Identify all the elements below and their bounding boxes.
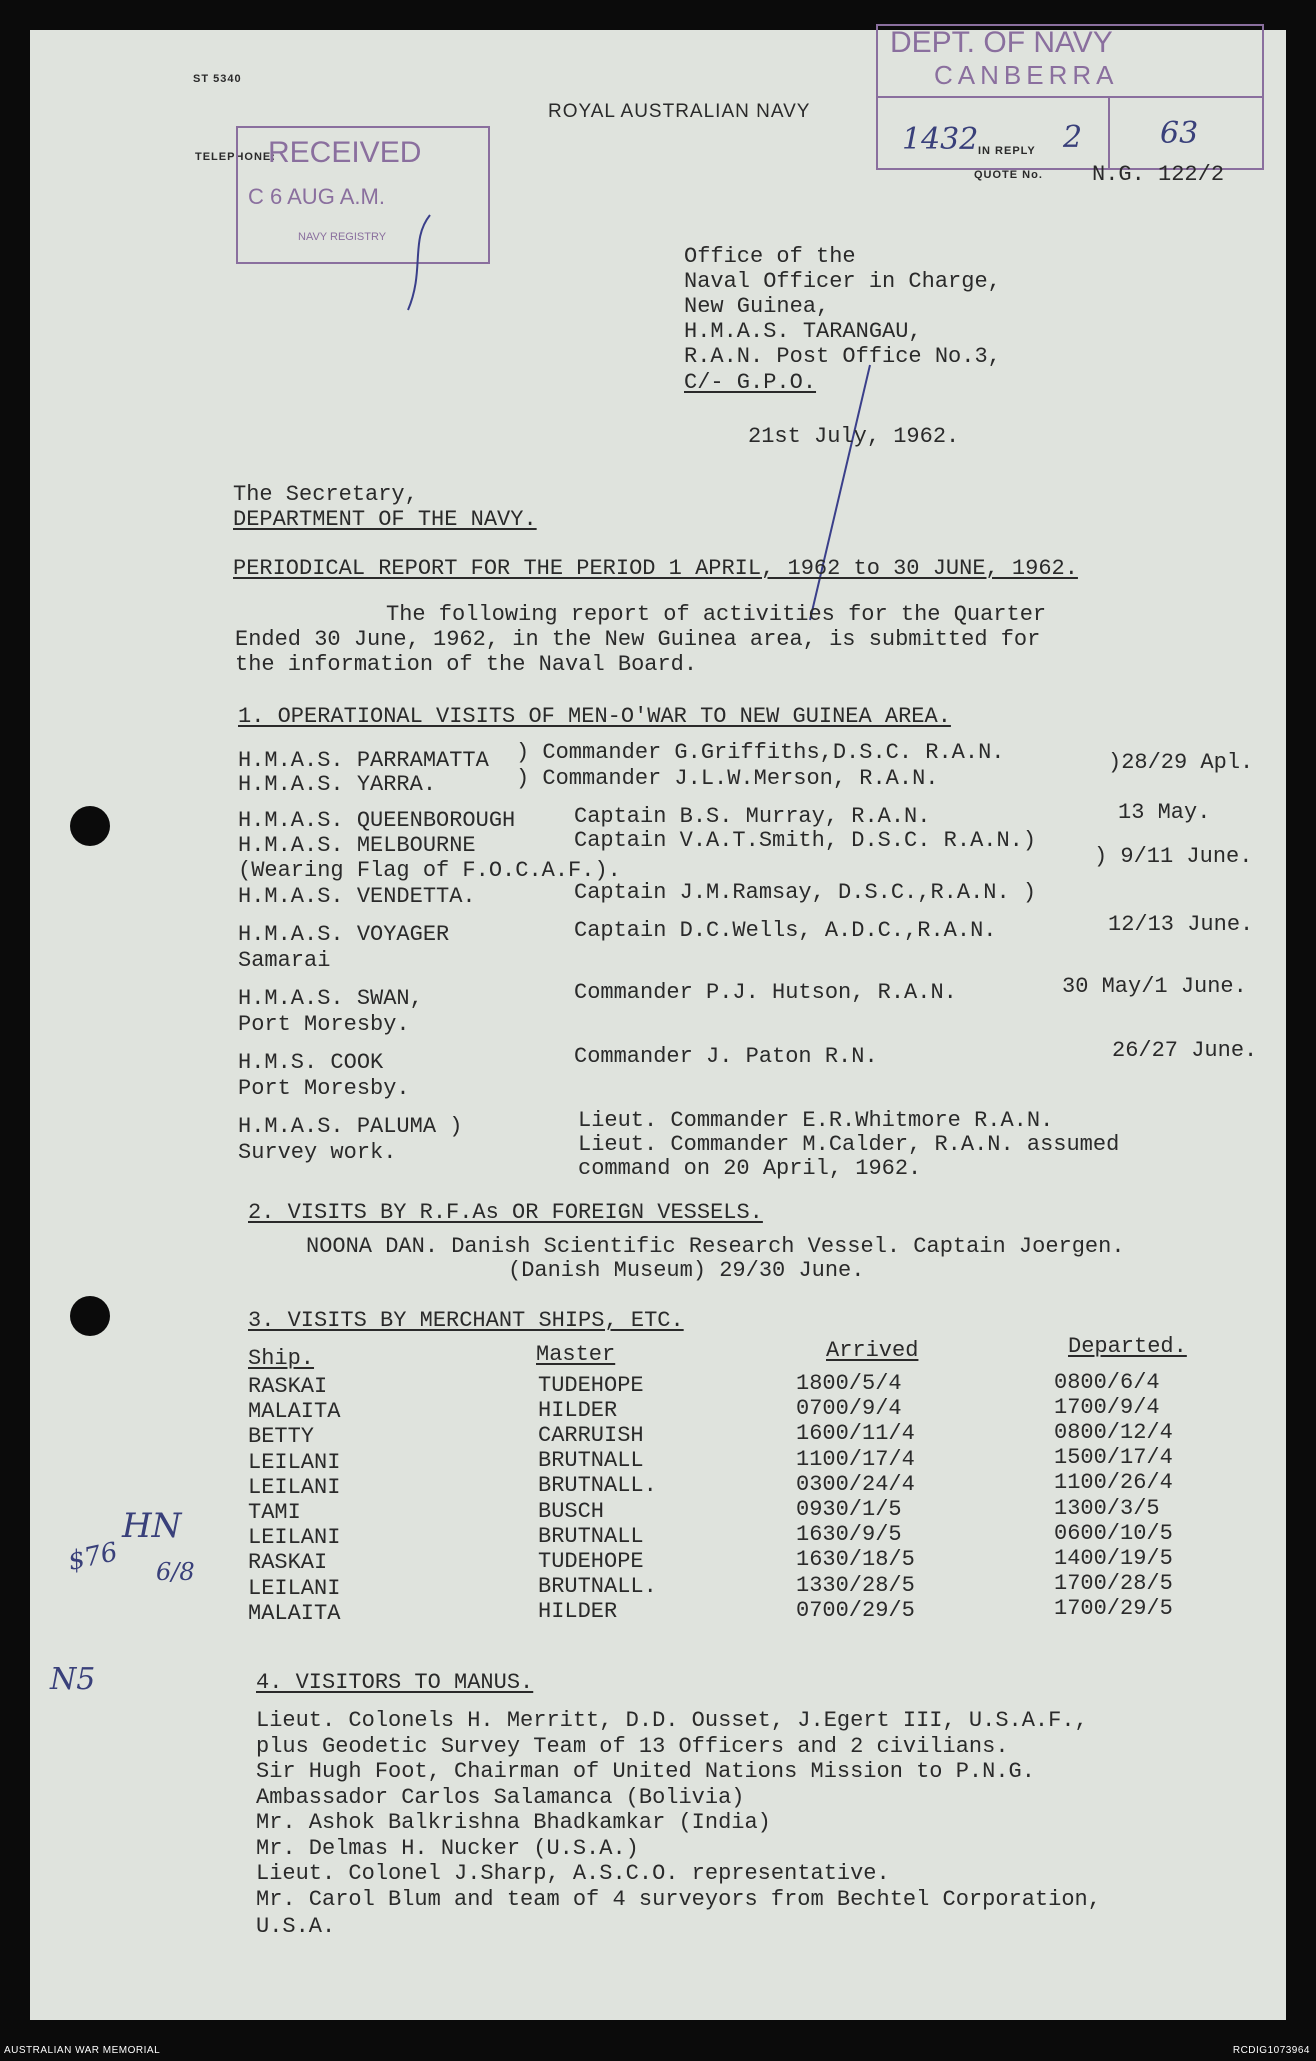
master-cell: BRUTNALL — [538, 1523, 644, 1549]
ship-cell: LEILANI — [248, 1449, 341, 1475]
arrived-cell: 1800/5/4 — [796, 1371, 902, 1396]
ship-cell: MALAITA — [248, 1399, 341, 1425]
arrived-cell: 0930/1/5 — [796, 1497, 902, 1522]
ship-name: Port Moresby. — [238, 1012, 410, 1037]
margin-note: HN — [122, 1506, 182, 1546]
dept-stamp-line2: CANBERRA — [934, 60, 1119, 90]
address-line: New Guinea, — [684, 294, 830, 319]
dept-stamp-line1: DEPT. OF NAVY — [890, 26, 1113, 59]
officer-name: Commander J. Paton R.N. — [574, 1044, 878, 1069]
pen-stroke — [800, 360, 880, 630]
address-line: Naval Officer in Charge, — [684, 269, 1001, 294]
subject-line: PERIODICAL REPORT FOR THE PERIOD 1 APRIL, 1962 to 30 JUNE, 1962. — [233, 556, 1078, 581]
master-cell: HILDER — [538, 1599, 618, 1625]
officer-name: Commander P.J. Hutson, R.A.N. — [574, 980, 957, 1005]
footer-right: RCDIG1073964 — [1232, 2045, 1310, 2056]
ship-name: (Wearing Flag of F.O.C.A.F.). — [238, 858, 621, 883]
visit-date: 26/27 June. — [1112, 1038, 1258, 1063]
ship-name: H.M.A.S. SWAN, — [238, 986, 423, 1011]
arrived-cell: 1330/28/5 — [796, 1572, 915, 1598]
visit-date: ) 9/11 June. — [1094, 844, 1253, 869]
column-header: Departed. — [1068, 1334, 1187, 1359]
officer-name: Lieut. Commander E.R.Whitmore R.A.N. — [578, 1108, 1054, 1133]
ship-name: Samarai — [238, 948, 331, 973]
visitor-line: Sir Hugh Foot, Chairman of United Nations Mission to P.N.G. — [256, 1759, 1035, 1784]
in-reply-label: IN REPLY — [978, 145, 1036, 157]
ship-name: H.M.S. COOK — [238, 1050, 384, 1075]
form-number: ST 5340 — [193, 73, 242, 85]
officer-name: Captain J.M.Ramsay, D.S.C.,R.A.N. ) — [574, 880, 1037, 905]
ship-name: H.M.A.S. VOYAGER — [238, 922, 450, 947]
departed-cell: 1700/9/4 — [1054, 1394, 1160, 1420]
ship-cell: TAMI — [248, 1500, 301, 1525]
received-stamp-registry: NAVY REGISTRY — [298, 231, 387, 243]
ship-name: H.M.A.S. YARRA. — [238, 772, 437, 797]
master-cell: CARRUISH — [538, 1422, 644, 1448]
received-stamp-date: C 6 AUG A.M. — [248, 184, 385, 209]
intro-line: the information of the Naval Board. — [235, 652, 698, 677]
ship-name: H.M.A.S. VENDETTA. — [238, 884, 476, 909]
departed-cell: 1300/3/5 — [1054, 1495, 1160, 1521]
visit-date: 13 May. — [1118, 800, 1211, 825]
dept-file-no: 1432 — [902, 122, 979, 157]
intro-line: Ended 30 June, 1962, in the New Guinea area, is submitted for — [235, 627, 1041, 652]
ship-cell: RASKAI — [248, 1550, 328, 1576]
column-header: Master — [536, 1342, 616, 1367]
officer-name: Lieut. Commander M.Calder, R.A.N. assumed — [578, 1132, 1120, 1157]
recipient-line2: DEPARTMENT OF THE NAVY. — [233, 507, 537, 532]
visitor-line: Mr. Ashok Balkrishna Bhadkamkar (India) — [256, 1810, 771, 1835]
visitor-line: Lieut. Colonels H. Merritt, D.D. Ousset, J.Egert III, U.S.A.F., — [256, 1708, 1088, 1733]
visit-date: 12/13 June. — [1108, 912, 1254, 937]
visitor-line: Ambassador Carlos Salamanca (Bolivia) — [256, 1785, 745, 1810]
ship-cell: BETTY — [248, 1424, 315, 1450]
master-cell: BRUTNALL. — [538, 1473, 657, 1499]
officer-name: Captain B.S. Murray, R.A.N. — [574, 804, 931, 829]
column-header: Ship. — [248, 1346, 315, 1371]
quote-label: QUOTE No. — [974, 169, 1043, 181]
arrived-cell: 1630/9/5 — [796, 1522, 902, 1548]
address-line: R.A.N. Post Office No.3, — [684, 344, 1001, 369]
dept-sub2: 63 — [1160, 116, 1199, 151]
section2-heading: 2. VISITS BY R.F.As OR FOREIGN VESSELS. — [248, 1200, 763, 1225]
ship-cell: RASKAI — [248, 1374, 328, 1399]
master-cell: BUSCH — [538, 1498, 605, 1524]
address-line: C/- G.P.O. — [684, 370, 817, 395]
section2-line: (Danish Museum) 29/30 June. — [508, 1258, 865, 1283]
section2-line: NOONA DAN. Danish Scientific Research Vessel. Captain Joergen. — [306, 1234, 1125, 1259]
intro-line: The following report of activities for the Quarter — [386, 602, 1047, 627]
master-cell: BRUTNALL. — [538, 1574, 657, 1600]
arrived-cell: 0700/9/4 — [796, 1396, 902, 1422]
column-header: Arrived — [826, 1338, 919, 1363]
ship-name: H.M.A.S. PALUMA ) — [238, 1114, 463, 1139]
address-line: Office of the — [684, 244, 856, 269]
document-page — [30, 26, 1286, 2020]
departed-cell: 0800/12/4 — [1054, 1419, 1173, 1445]
departed-cell: 1100/26/4 — [1054, 1470, 1173, 1496]
master-cell: HILDER — [538, 1397, 618, 1423]
visit-date: )28/29 Apl. — [1108, 750, 1254, 775]
ship-name: Port Moresby. — [238, 1076, 410, 1101]
visitor-line: Mr. Carol Blum and team of 4 surveyors from Bechtel Corporation, — [256, 1887, 1101, 1912]
ship-name: H.M.A.S. QUEENBOROUGH — [238, 808, 516, 833]
departed-cell: 1700/29/5 — [1054, 1596, 1173, 1622]
visitor-line: Lieut. Colonel J.Sharp, A.S.C.O. representative. — [256, 1861, 890, 1886]
margin-note: 6/8 — [156, 1558, 195, 1586]
visit-date: 30 May/1 June. — [1062, 974, 1247, 999]
recipient-line1: The Secretary, — [233, 482, 418, 507]
ship-cell: LEILANI — [248, 1525, 341, 1551]
departed-cell: 1500/17/4 — [1054, 1445, 1173, 1471]
ship-cell: LEILANI — [248, 1474, 341, 1500]
departed-cell: 0600/10/5 — [1054, 1520, 1173, 1546]
officer-name: command on 20 April, 1962. — [578, 1156, 922, 1181]
received-stamp-title: RECEIVED — [268, 136, 422, 169]
master-cell: TUDEHOPE — [538, 1372, 644, 1398]
master-cell: BRUTNALL — [538, 1448, 644, 1474]
ship-cell: LEILANI — [248, 1575, 341, 1601]
punch-hole — [70, 806, 110, 846]
departed-cell: 1700/28/5 — [1054, 1571, 1173, 1597]
ship-name: H.M.A.S. PARRAMATTA — [238, 748, 489, 773]
arrived-cell: 1100/17/4 — [796, 1446, 915, 1472]
master-cell: TUDEHOPE — [538, 1548, 644, 1574]
arrived-cell: 1630/18/5 — [796, 1547, 915, 1573]
visitor-line: U.S.A. — [256, 1914, 336, 1939]
margin-note: N5 — [50, 1662, 96, 1697]
section3-heading: 3. VISITS BY MERCHANT SHIPS, ETC. — [248, 1308, 684, 1333]
punch-hole — [70, 1296, 110, 1336]
arrived-cell: 0700/29/5 — [796, 1597, 915, 1623]
letter-date: 21st July, 1962. — [748, 424, 960, 449]
quote-value: N.G. 122/2 — [1092, 162, 1225, 187]
departed-cell: 1400/19/5 — [1054, 1545, 1173, 1571]
pen-stroke — [400, 210, 440, 320]
dept-sub1: 2 — [1063, 120, 1083, 155]
officer-name: Captain V.A.T.Smith, D.S.C. R.A.N.) — [574, 828, 1037, 853]
letterhead: ROYAL AUSTRALIAN NAVY — [548, 101, 811, 122]
arrived-cell: 0300/24/4 — [796, 1471, 915, 1497]
ship-cell: MALAITA — [248, 1600, 341, 1626]
address-line: H.M.A.S. TARANGAU, — [684, 319, 922, 344]
officer-name: ) Commander G.Griffiths,D.S.C. R.A.N. — [516, 740, 1005, 765]
arrived-cell: 1600/11/4 — [796, 1421, 915, 1447]
ship-name: Survey work. — [238, 1140, 397, 1165]
margin-note: $76 — [65, 1537, 121, 1577]
officer-name: ) Commander J.L.W.Merson, R.A.N. — [516, 766, 939, 791]
visitor-line: plus Geodetic Survey Team of 13 Officers and 2 civilians. — [256, 1734, 1009, 1759]
departed-cell: 0800/6/4 — [1054, 1369, 1160, 1395]
officer-name: Captain D.C.Wells, A.D.C.,R.A.N. — [574, 918, 997, 943]
received-stamp — [236, 126, 490, 264]
section1-heading: 1. OPERATIONAL VISITS OF MEN-O'WAR TO NEW GUINEA AREA. — [238, 704, 951, 729]
visitor-line: Mr. Delmas H. Nucker (U.S.A.) — [256, 1836, 639, 1861]
section4-heading: 4. VISITORS TO MANUS. — [256, 1670, 534, 1695]
footer-left: AUSTRALIAN WAR MEMORIAL — [4, 2045, 161, 2056]
ship-name: H.M.A.S. MELBOURNE — [238, 833, 476, 858]
telephone-label: TELEPHONE: — [195, 151, 276, 163]
